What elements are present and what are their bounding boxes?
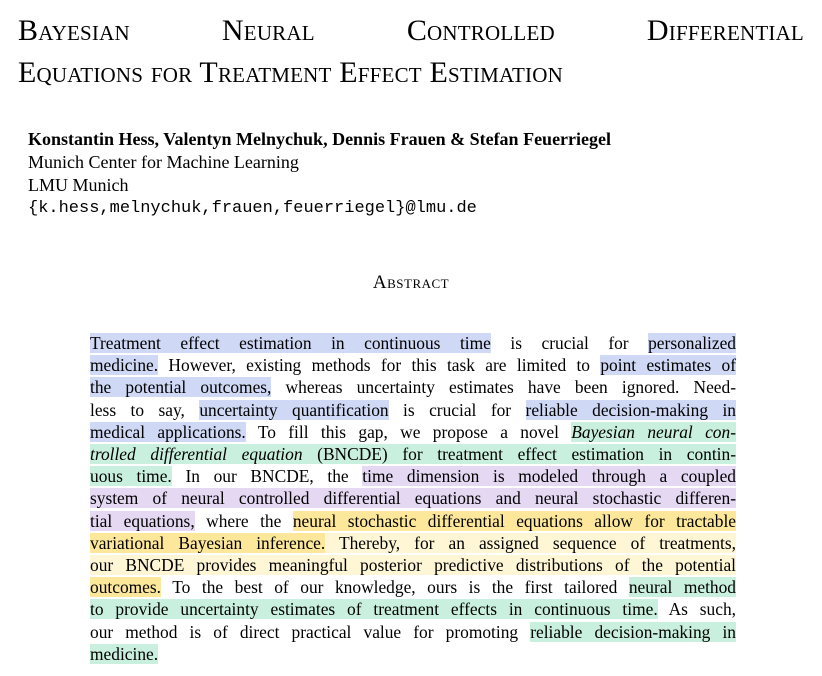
highlighted-phrase: trolled differential equation [90,444,303,465]
abstract-line [90,376,736,398]
highlighted-phrase: reliable decision-making in [525,399,737,420]
abstract-line [90,621,736,643]
highlighted-phrase: the potential outcomes, [90,377,272,398]
abstract-line [90,643,736,665]
abstract-text: whereas uncertainty estimates have been ignored. Need- [271,377,736,398]
abstract-line [90,510,736,532]
highlighted-phrase: Bayesian neural con- [571,421,736,442]
title-line-1 [18,10,804,52]
title-word: Neural [221,14,315,47]
highlighted-phrase: medicine. [90,355,159,376]
abstract-line [90,443,736,465]
highlighted-phrase: system of neural controlled differential equations and neural stochastic differen- [90,488,736,509]
abstract-line [90,465,736,487]
abstract-line [90,554,736,576]
abstract-text: is crucial for [490,333,649,353]
highlighted-phrase: neural stochastic differential equations allow for tractable [292,510,737,531]
abstract-line [90,399,736,421]
abstract-line [90,332,736,354]
affiliation-university: LMU Munich [28,175,129,195]
abstract-text: In our BNCDE, the [171,466,363,487]
abstract-line [90,354,736,376]
title-line-2: Equations for Treatment Effect Estimation [18,56,563,89]
highlighted-phrase: variational Bayesian inference. [90,532,326,553]
abstract-line [90,598,736,620]
highlighted-phrase: reliable decision-making in [530,621,736,642]
highlighted-phrase: medicine. [90,643,159,664]
author-names: Konstantin Hess, Valentyn Melnychuk, Dennis Frauen & Stefan Feuerriegel [28,129,612,149]
paper-title [18,10,818,94]
abstract-line [90,421,736,443]
highlighted-phrase: tial equations, [90,510,195,531]
title-word: Differential [646,14,804,47]
abstract-text: is crucial for [388,399,526,420]
highlighted-phrase: medical applications. [90,421,246,442]
abstract-text: our method is of direct practical value for promoting [90,621,531,642]
abstract-text: To fill this gap, we propose a novel [245,421,572,442]
abstract-heading: Abstract [372,272,450,293]
highlighted-phrase: uncertainty quantification [199,399,389,420]
highlighted-phrase: to provide uncertainty estimates of treatment effects in continuous time. [90,599,658,620]
highlighted-phrase: uous time. [90,466,172,487]
abstract-text: To the best of our knowledge, ours is the first tailored [161,577,629,598]
highlighted-phrase: outcomes. [90,577,161,598]
author-emails: {k.hess,melnychuk,frauen,feuerriegel}@lmu.de [28,199,477,218]
highlighted-phrase: personalized [648,333,736,353]
highlighted-phrase: Treatment effect estimation in continuous time [90,333,491,353]
highlighted-phrase: neural method [628,577,737,598]
highlighted-phrase: time dimension is modeled through a coupled [362,466,736,487]
title-word: Bayesian [18,14,130,47]
highlighted-phrase: point estimates of [600,355,736,376]
abstract-line [90,487,736,509]
title-word: Controlled [406,14,555,47]
abstract-text: As such, [657,599,736,620]
affiliation-center: Munich Center for Machine Learning [28,152,299,172]
highlighted-phrase: our BNCDE provides meaningful posterior predictive distributions of the potential [90,555,736,576]
abstract-line [90,532,736,554]
highlighted-phrase: Thereby, for an assigned sequence of treatments, [325,532,736,553]
abstract-text: less to say, [90,399,200,420]
abstract-body [90,332,736,665]
abstract-text: However, existing methods for this task are limited to [158,355,601,376]
abstract-text: where the [194,510,293,531]
abstract-line [90,576,736,598]
author-block [28,128,611,220]
highlighted-phrase: (BNCDE) for treatment effect estimation in contin- [302,444,736,465]
